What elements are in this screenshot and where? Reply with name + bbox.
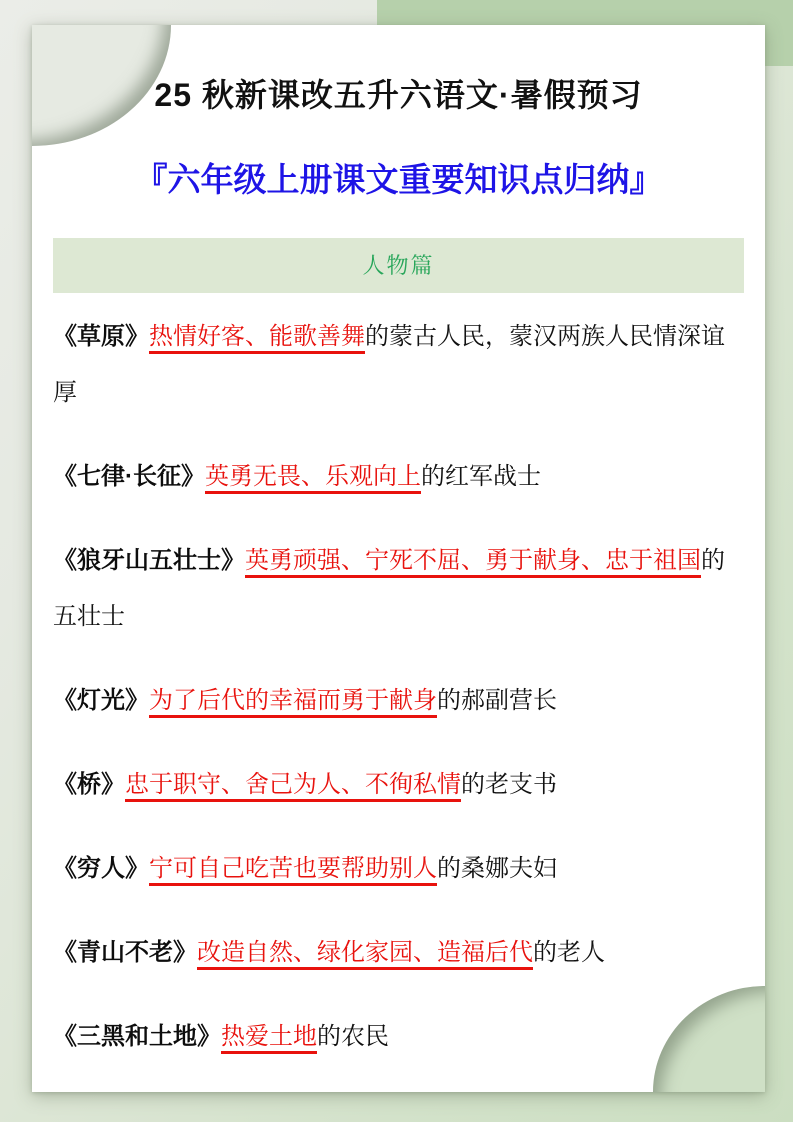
entry-dengguang bbox=[53, 673, 744, 729]
entry-rest: 的郝副营长 bbox=[437, 687, 557, 714]
entry-sanhei-tudi bbox=[53, 1009, 744, 1065]
entry-rest: 的五壮士 bbox=[53, 547, 725, 630]
entry-book-title: 《三黑和土地》 bbox=[53, 1023, 221, 1050]
entry-rest: 的老支书 bbox=[461, 771, 557, 798]
page-subtitle: 『六年级上册课文重要知识点归纳』 bbox=[134, 161, 663, 198]
entry-book-title: 《青山不老》 bbox=[53, 939, 197, 966]
entry-qiao bbox=[53, 757, 744, 813]
entry-book-title: 《狼牙山五壮士》 bbox=[53, 547, 245, 574]
entry-qilv-changzheng bbox=[53, 449, 744, 505]
entry-caoyuan bbox=[53, 309, 744, 421]
entry-qingshanbulao bbox=[53, 925, 744, 981]
entry-book-title: 《灯光》 bbox=[53, 687, 149, 714]
entry-highlight: 宁可自己吃苦也要帮助别人 bbox=[149, 855, 437, 882]
entry-highlight: 热情好客、能歌善舞 bbox=[149, 323, 365, 350]
entry-rest: 的农民 bbox=[317, 1023, 389, 1050]
entry-highlight: 改造自然、绿化家园、造福后代 bbox=[197, 939, 533, 966]
content-card bbox=[32, 25, 765, 1092]
entry-highlight: 英勇顽强、宁死不屈、勇于献身、忠于祖国 bbox=[245, 547, 701, 574]
entry-highlight: 英勇无畏、乐观向上 bbox=[205, 463, 421, 490]
section-banner: 人物篇 bbox=[53, 238, 744, 293]
entry-langyashan bbox=[53, 533, 744, 645]
entry-book-title: 《七律·长征》 bbox=[53, 463, 205, 490]
entry-rest: 的蒙古人民，蒙汉两族人民情深谊厚 bbox=[53, 323, 725, 406]
entry-book-title: 《草原》 bbox=[53, 323, 149, 350]
page-curl-corner-top-left bbox=[32, 25, 171, 146]
entry-highlight: 热爱土地 bbox=[221, 1023, 317, 1050]
entry-highlight: 为了后代的幸福而勇于献身 bbox=[149, 687, 437, 714]
entry-book-title: 《穷人》 bbox=[53, 855, 149, 882]
entry-rest: 的老人 bbox=[533, 939, 605, 966]
entry-rest: 的桑娜夫妇 bbox=[437, 855, 557, 882]
page-title: 25 秋新课改五升六语文·暑假预习 bbox=[154, 77, 643, 113]
entry-list bbox=[53, 309, 744, 1065]
entry-highlight: 忠于职守、舍己为人、不徇私情 bbox=[125, 771, 461, 798]
entry-qiongren bbox=[53, 841, 744, 897]
entry-book-title: 《桥》 bbox=[53, 771, 125, 798]
entry-rest: 的红军战士 bbox=[421, 463, 541, 490]
